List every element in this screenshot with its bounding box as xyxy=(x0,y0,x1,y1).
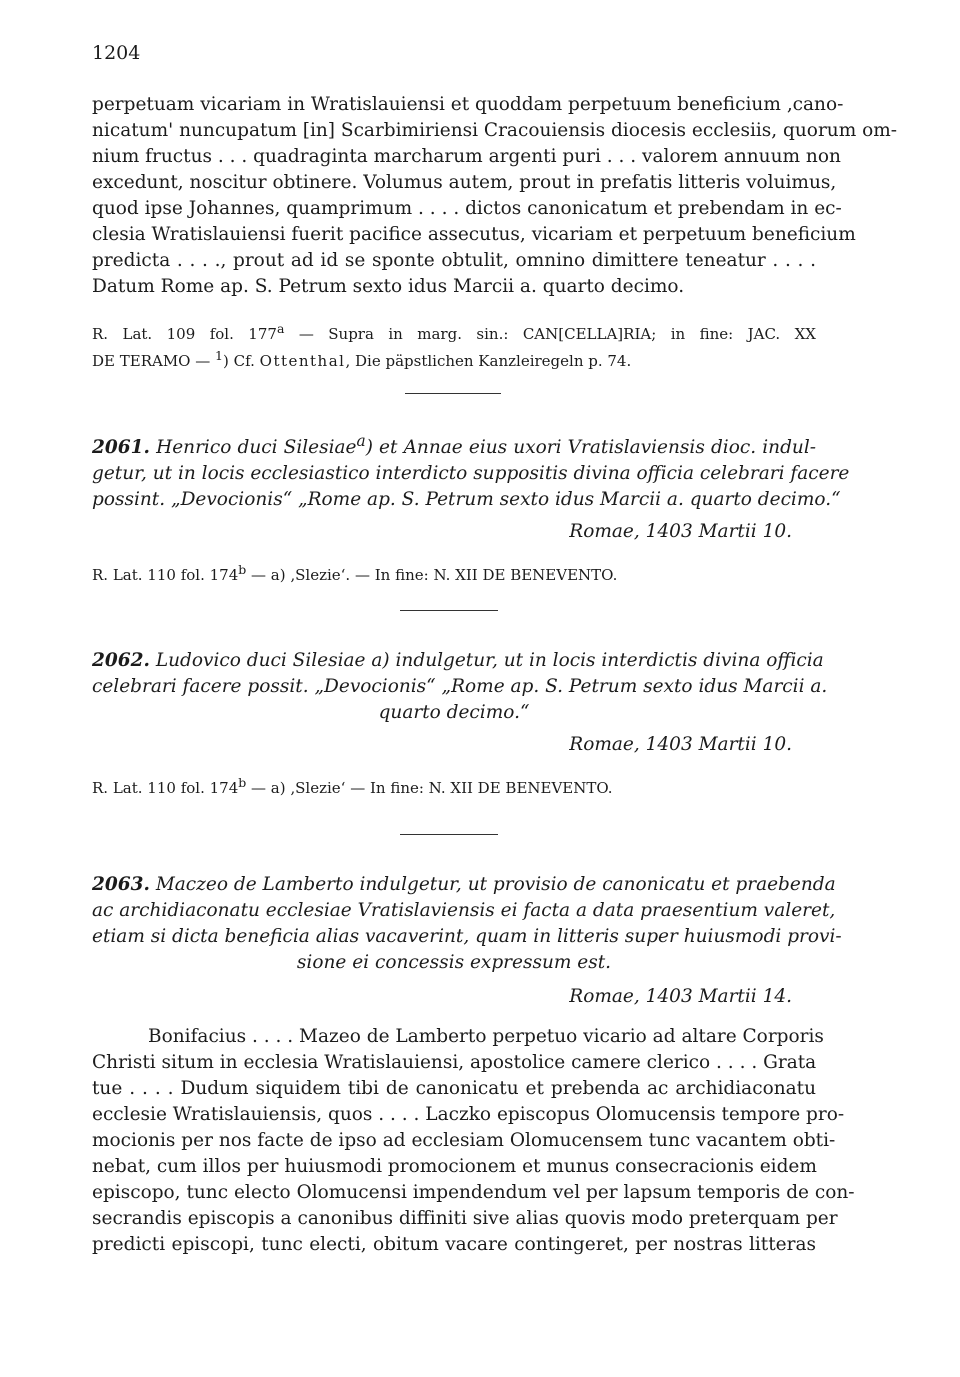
page-number: 1204 xyxy=(92,42,141,64)
footnote-line xyxy=(92,345,816,372)
entry-number: 2061. xyxy=(92,437,150,459)
entry-date: Romae, 1403 Martii 10. xyxy=(569,734,792,755)
entry-summary-line: ac archidiaconatu ecclesiae Vratislaviensis ei facta a data praesentium valeret, xyxy=(92,900,836,921)
entry-2061 xyxy=(92,428,850,586)
footnote-mark: a xyxy=(356,432,366,450)
entry-2063 xyxy=(92,872,842,1010)
entry-footnote xyxy=(92,559,816,586)
summary-text: Ludovico duci Silesiae a) indulgetur, ut in locis interdictis divina officia xyxy=(149,650,824,671)
entry-footnote xyxy=(92,772,816,799)
entry-number: 2062. xyxy=(92,650,150,671)
continuation-text xyxy=(92,92,898,300)
note-text: — a) ‚Slezie‘. — In fine: N. XII DE BENEVENTO. xyxy=(246,566,618,585)
entry-2062 xyxy=(92,648,828,799)
note-text: R. Lat. 110 fol. 174 xyxy=(92,566,239,585)
note-sup: b xyxy=(238,562,247,578)
body-line: nebat, cum illos per huiusmodi promocionem et munus consecracionis eidem xyxy=(92,1156,817,1177)
text-line: Datum Rome ap. S. Petrum sexto idus Marcii a. quarto decimo. xyxy=(92,276,685,297)
entry-summary-line xyxy=(92,872,836,898)
footnote-line xyxy=(92,318,816,345)
body-line: mocionis per nos facte de ipso ad ecclesiam Olomucensem tunc vacantem obti- xyxy=(92,1130,836,1151)
note-text: — Supra in marg. sin.: CAN[CELLA]RIA; in fine: JAC. XX xyxy=(284,325,816,343)
separator-rule xyxy=(400,834,498,835)
entry-summary-line: possint. „Devocionis“ „Rome ap. S. Petrum sexto idus Marcii a. quarto decimo.“ xyxy=(92,489,841,511)
entry-date: Romae, 1403 Martii 10. xyxy=(569,521,792,543)
note-text: — a) ‚Slezie‘ — In fine: N. XII DE BENEVENTO. xyxy=(246,779,613,797)
entry-summary-line: quarto decimo.“ xyxy=(378,702,530,723)
summary-text: ) et Annae eius uxori Vratislaviensis dioc. indul- xyxy=(365,437,816,459)
body-line: ecclesie Wratislauiensis, quos . . . . Laczko episcopus Olomucensis tempore pro- xyxy=(92,1104,845,1125)
separator-rule xyxy=(400,610,498,611)
body-line: predicti episcopi, tunc electi, obitum vacare contingeret, per nostras litteras xyxy=(92,1234,816,1255)
summary-text: Maczeo de Lamberto indulgetur, ut provisio de canonicatu et praebenda xyxy=(149,874,836,895)
text-line: quod ipse Johannes, quamprimum . . . . dictos canonicatum et prebendam in ec- xyxy=(92,198,842,219)
note-text: R. Lat. 109 fol. 177 xyxy=(92,325,277,343)
note-text: ) Cf. xyxy=(222,352,260,370)
entry-2063-body xyxy=(92,1024,855,1258)
text-line: nicatum' nuncupatum [in] Scarbimiriensi Cracouiensis diocesis ecclesiis, quorum om- xyxy=(92,120,898,141)
separator-rule xyxy=(405,393,501,394)
entry-summary-line: sione ei concessis expressum est. xyxy=(296,952,612,973)
note-text: DE TERAMO — xyxy=(92,352,216,370)
text-line: clesia Wratislauiensi fuerit pacifice assecutus, vicariam et perpetuum beneficium xyxy=(92,224,856,245)
note-sup: 1 xyxy=(215,348,223,363)
body-line: Christi situm in ecclesia Wratislauiensi, apostolice camere clerico . . . . Grata xyxy=(92,1052,817,1073)
entry-date: Romae, 1403 Martii 14. xyxy=(569,986,792,1007)
entry-summary-line: etiam si dicta beneficia alias vacaverint, quam in litteris super huiusmodi provi- xyxy=(92,926,842,947)
summary-text: Henrico duci Silesiae xyxy=(149,437,357,459)
entry-summary-line: celebrari facere possit. „Devocionis“ „Rome ap. S. Petrum sexto idus Marcii a. xyxy=(92,676,828,697)
entry-number: 2063. xyxy=(92,874,150,895)
body-line: secrandis episcopis a canonibus diffiniti sive alias quovis modo preterquam per xyxy=(92,1208,838,1229)
text-line: nium fructus . . . quadraginta marcharum argenti puri . . . valorem annuum non xyxy=(92,146,841,167)
continuation-footnote xyxy=(92,318,816,372)
body-line: Bonifacius . . . . Mazeo de Lamberto perpetuo vicario ad altare Corporis xyxy=(148,1026,824,1047)
text-line: predicta . . . ., prout ad id se sponte obtulit, omnino dimittere teneatur . . . . xyxy=(92,250,816,271)
note-sup: b xyxy=(238,775,247,790)
note-text: , Die päpstlichen Kanzleiregeln p. 74. xyxy=(345,352,632,370)
entry-summary-line xyxy=(92,428,816,461)
note-sup: a xyxy=(276,321,285,336)
body-line: tue . . . . Dudum siquidem tibi de canonicatu et prebenda ac archidiaconatu xyxy=(92,1078,816,1099)
text-line: excedunt, noscitur obtinere. Volumus autem, prout in prefatis litteris voluimus, xyxy=(92,172,837,193)
note-text: R. Lat. 110 fol. 174 xyxy=(92,779,239,797)
author-name: Ottenthal xyxy=(259,352,346,370)
body-line: episcopo, tunc electo Olomucensi impendendum vel per lapsum temporis de con- xyxy=(92,1182,855,1203)
text-line: perpetuam vicariam in Wratislauiensi et quoddam perpetuum beneficium ‚cano- xyxy=(92,94,844,115)
entry-summary-line xyxy=(92,648,824,674)
entry-summary-line: getur, ut in locis ecclesiastico interdicto suppositis divina officia celebrari facere xyxy=(92,463,850,485)
